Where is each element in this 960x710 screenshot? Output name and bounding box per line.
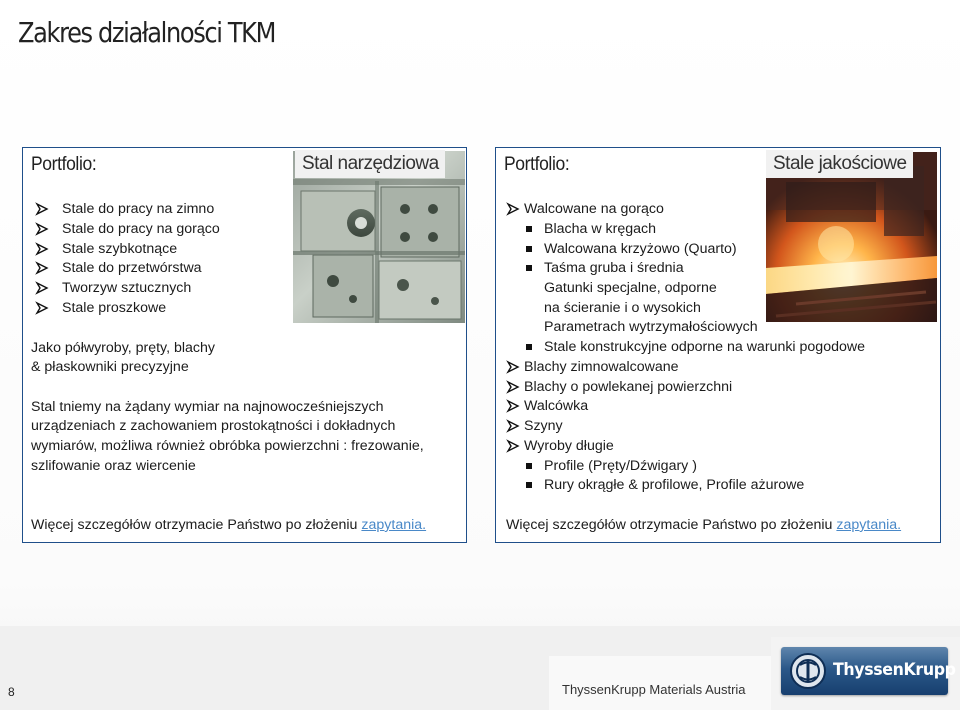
tool-steel-label: Stal narzędziowa bbox=[295, 150, 445, 178]
square-bullet-icon bbox=[526, 482, 532, 488]
arrow-bullet-icon bbox=[35, 222, 49, 236]
square-bullet-icon bbox=[526, 226, 532, 232]
company-name: ThyssenKrupp Materials Austria bbox=[562, 682, 746, 697]
list-item-continuation: Parametrach wytrzymałościowych bbox=[544, 319, 758, 335]
list-item: Tworzyw sztucznych bbox=[35, 279, 191, 297]
square-bullet-icon bbox=[526, 463, 532, 469]
arrow-bullet-icon bbox=[35, 242, 49, 256]
thyssenkrupp-emblem-icon bbox=[788, 651, 828, 691]
list-item: Stale proszkowe bbox=[35, 299, 166, 317]
arrow-bullet-icon bbox=[506, 380, 520, 394]
page-title: Zakres działalności TKM bbox=[18, 16, 276, 49]
arrow-bullet-icon bbox=[506, 360, 520, 374]
list-item: Profile (Pręty/Dźwigary ) bbox=[526, 457, 697, 475]
square-bullet-icon bbox=[526, 246, 532, 252]
list-item: Blachy o powlekanej powierzchni bbox=[506, 378, 732, 396]
list-item: Stale szybkotnące bbox=[35, 240, 177, 258]
tool-steel-panel bbox=[22, 147, 467, 543]
list-item: Stale do przetwórstwa bbox=[35, 259, 202, 277]
logo-wordmark: ThyssenKrupp bbox=[833, 660, 956, 680]
list-item: Taśma gruba i średnia bbox=[526, 259, 684, 277]
arrow-bullet-icon bbox=[506, 419, 520, 433]
inquiry-footer: Więcej szczegółów otrzymacie Państwo po złożeniu zapytania. bbox=[506, 517, 902, 533]
square-bullet-icon bbox=[526, 265, 532, 271]
list-item: Wyroby długie bbox=[506, 437, 614, 455]
cutting-service-text: urządzeniach z zachowaniem prostokątności i dokładnych bbox=[31, 418, 396, 434]
semi-products-text: & płaskowniki precyzyjne bbox=[31, 359, 189, 375]
list-item: Walcowane na gorąco bbox=[506, 200, 664, 218]
page-number: 8 bbox=[8, 685, 15, 699]
inquiry-footer: Więcej szczegółów otrzymacie Państwo po złożeniu zapytania. bbox=[31, 517, 427, 533]
list-item: Szyny bbox=[506, 417, 563, 435]
inquiry-link[interactable]: zapytania. bbox=[361, 517, 427, 533]
cutting-service-text: szlifowanie oraz wiercenie bbox=[31, 458, 196, 474]
quality-steel-label: Stale jakościowe bbox=[766, 150, 913, 178]
list-item: Walcówka bbox=[506, 397, 588, 415]
semi-products-text: Jako półwyroby, pręty, blachy bbox=[31, 340, 215, 356]
portfolio-heading: Portfolio: bbox=[504, 154, 570, 175]
list-item: Walcowana krzyżowo (Quarto) bbox=[526, 240, 737, 258]
square-bullet-icon bbox=[526, 344, 532, 350]
list-item: Stale konstrukcyjne odporne na warunki pogodowe bbox=[526, 338, 865, 356]
arrow-bullet-icon bbox=[35, 261, 49, 275]
cutting-service-text: Stal tniemy na żądany wymiar na najnowocześniejszych bbox=[31, 399, 384, 415]
arrow-bullet-icon bbox=[35, 301, 49, 315]
arrow-bullet-icon bbox=[35, 202, 49, 216]
arrow-bullet-icon bbox=[35, 281, 49, 295]
inquiry-link[interactable]: zapytania. bbox=[836, 517, 902, 533]
cutting-service-text: wymiarów, możliwa również obróbka powierzchni : frezowanie, bbox=[31, 438, 424, 454]
list-item: Blachy zimnowalcowane bbox=[506, 358, 679, 376]
quality-steel-panel bbox=[495, 147, 941, 543]
list-item: Stale do pracy na zimno bbox=[35, 200, 214, 218]
arrow-bullet-icon bbox=[506, 202, 520, 216]
arrow-bullet-icon bbox=[506, 399, 520, 413]
arrow-bullet-icon bbox=[506, 439, 520, 453]
list-item: Blacha w kręgach bbox=[526, 220, 656, 238]
list-item: Rury okrągłe & profilowe, Profile ażurowe bbox=[526, 476, 804, 494]
list-item-continuation: Gatunki specjalne, odporne bbox=[544, 280, 717, 296]
list-item-continuation: na ścieranie i o wysokich bbox=[544, 300, 701, 316]
list-item: Stale do pracy na gorąco bbox=[35, 220, 220, 238]
portfolio-heading: Portfolio: bbox=[31, 154, 97, 175]
